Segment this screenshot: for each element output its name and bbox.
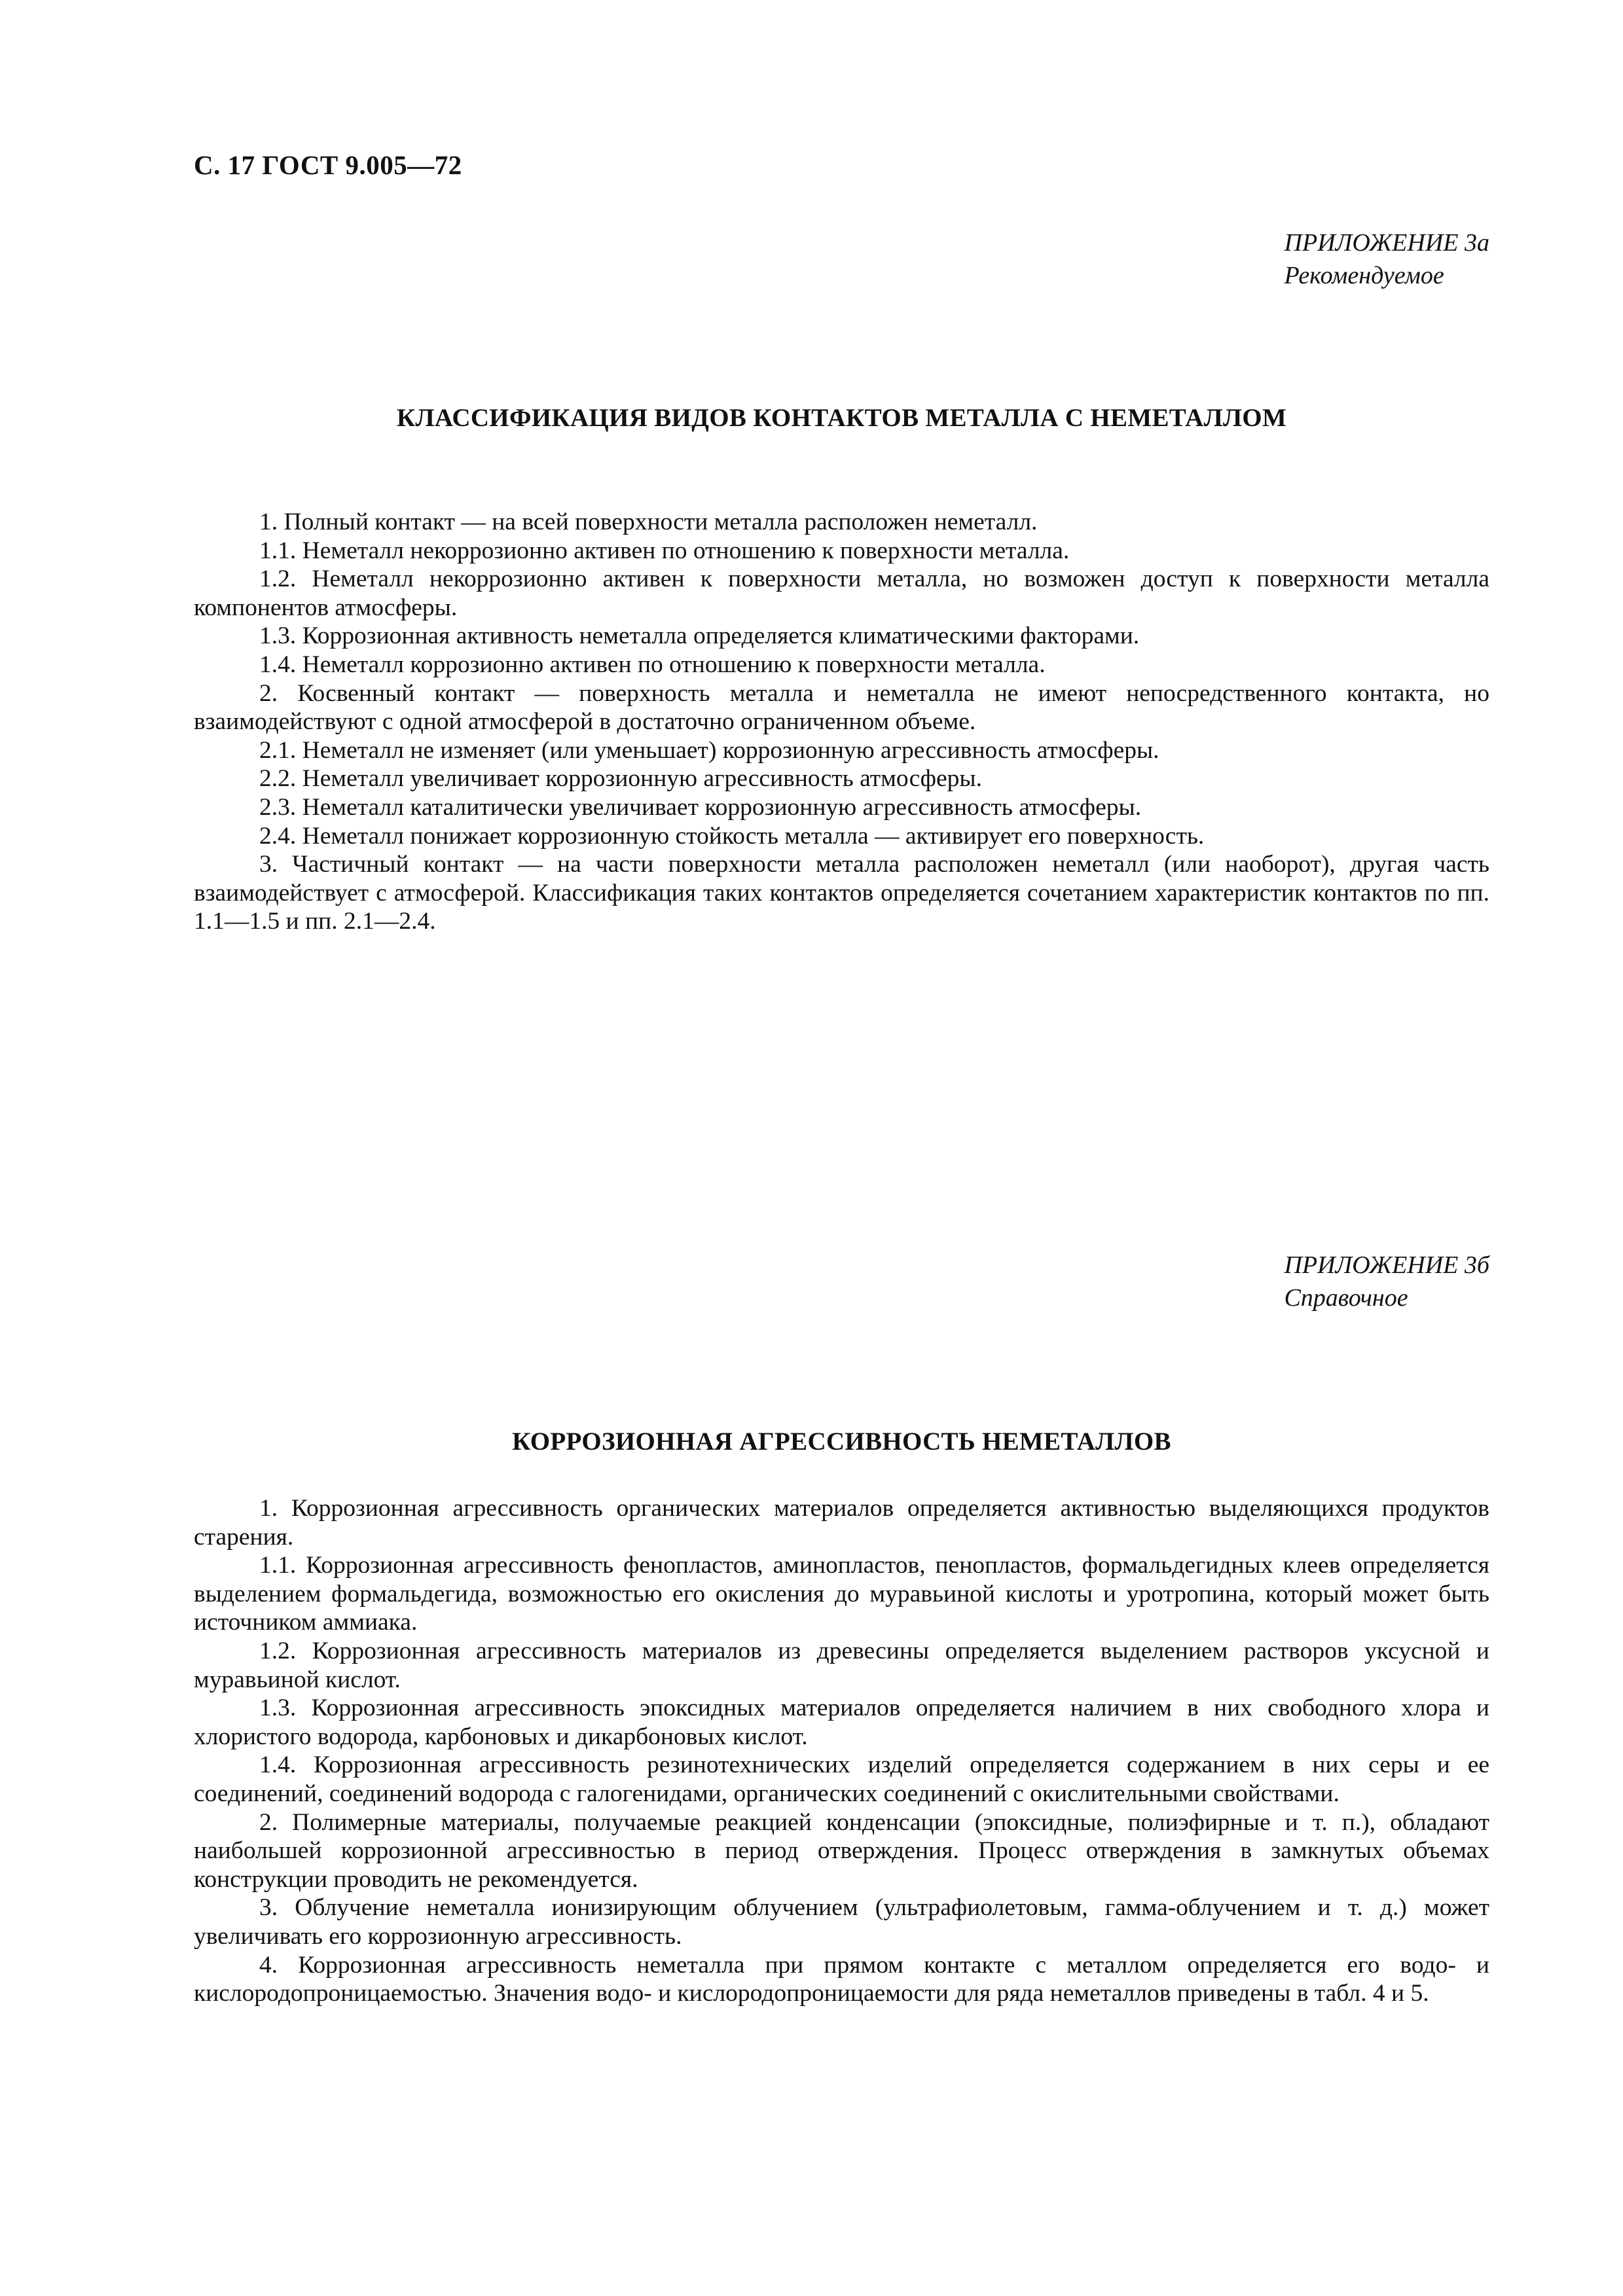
paragraph: 4. Коррозионная агрессивность неметалла при прямом контакте с металлом определяется его водо- и кислородопроницаемостью. Значения водо- и кислородопроницаемости для ряда неметаллов приведены в табл. 4 и 5.: [194, 1951, 1489, 2007]
appendix-3b-status: Справочное: [1284, 1284, 1408, 1312]
appendix-3b-label: [1284, 1249, 1489, 1314]
paragraph: 1. Полный контакт — на всей поверхности металла расположен неметалл.: [259, 509, 1038, 535]
paragraph: 1.3. Коррозионная агрессивность эпоксидных материалов определяется наличием в них свободного хлора и хлористого водорода, карбоновых и дикарбоновых кислот.: [194, 1695, 1489, 1750]
paragraph: 1. Коррозионная агрессивность органических материалов определяется активностью выделяющихся продуктов старения.: [194, 1495, 1489, 1551]
appendix-3a-status: Рекомендуемое: [1284, 262, 1444, 289]
paragraph: 1.2. Неметалл некоррозионно активен к поверхности металла, но возможен доступ к поверхности металла компонентов атмосферы.: [194, 565, 1489, 621]
paragraph: 3. Частичный контакт — на части поверхности металла расположен неметалл (или наоборот), другая часть взаимодействует с атмосферой. Классификация таких контактов определяется сочетанием характеристик контактов по пп. 1.1—1.5 и пп. 2.1—2.4.: [194, 851, 1489, 935]
paragraph: 2. Полимерные материалы, получаемые реакцией конденсации (эпоксидные, полиэфирные и т. п.), обладают наибольшей коррозионной агрессивностью в период отверждения. Процесс отверждения в замкнутых объемах конструкции проводить не рекомендуется.: [194, 1808, 1489, 1893]
paragraph: 1.1. Неметалл некоррозионно активен по отношению к поверхности металла.: [259, 537, 1070, 564]
paragraph: 1.4. Неметалл коррозионно активен по отношению к поверхности металла.: [259, 651, 1046, 678]
page-header: С. 17 ГОСТ 9.005—72: [194, 150, 462, 180]
paragraph: 2. Косвенный контакт — поверхность металла и неметалла не имеют непосредственного контакта, но взаимодействуют с одной атмосферой в достаточно ограниченном объеме.: [194, 679, 1489, 736]
appendix-3a-label: [1285, 226, 1489, 292]
appendix-3a-number: ПРИЛОЖЕНИЕ 3а: [1284, 229, 1489, 257]
section-body-corrosion-aggressiveness: [194, 1494, 1489, 2008]
paragraph: 1.4. Коррозионная агрессивность резинотехнических изделий определяется содержанием в них серы и ее соединений, соединений водорода с галогенидами, органических соединений с окислительными свойствами.: [194, 1751, 1489, 1807]
section-title-corrosion-aggressiveness: КОРРОЗИОННАЯ АГРЕССИВНОСТЬ НЕМЕТАЛЛОВ: [512, 1427, 1171, 1456]
paragraph: 1.2. Коррозионная агрессивность материалов из древесины определяется выделением растворов уксусной и муравьиной кислот.: [194, 1637, 1489, 1693]
paragraph: 2.1. Неметалл не изменяет (или уменьшает) коррозионную агрессивность атмосферы.: [259, 736, 1159, 764]
paragraph: 2.2. Неметалл увеличивает коррозионную агрессивность атмосферы.: [259, 765, 982, 793]
paragraph: 2.3. Неметалл каталитически увеличивает коррозионную агрессивность атмосферы.: [259, 793, 1142, 821]
paragraph: 1.3. Коррозионная активность неметалла определяется климатическими факторами.: [259, 622, 1140, 650]
section-title-contact-classification: КЛАССИФИКАЦИЯ ВИДОВ КОНТАКТОВ МЕТАЛЛА С НЕМЕТАЛЛОМ: [396, 404, 1287, 432]
section-body-contact-classification: [194, 508, 1489, 936]
paragraph: 2.4. Неметалл понижает коррозионную стойкость металла — активирует его поверхность.: [259, 822, 1205, 850]
paragraph: 1.1. Коррозионная агрессивность фенопластов, аминопластов, пенопластов, формальдегидных клеев определяется выделением формальдегида, возможностью его окисления до муравьиной кислоты и уротропина, который может быть источником аммиака.: [194, 1552, 1489, 1636]
appendix-3b-number: ПРИЛОЖЕНИЕ 3б: [1284, 1251, 1489, 1279]
paragraph: 3. Облучение неметалла ионизирующим облучением (ультрафиолетовым, гамма-облучением и т. д.) может увеличивать его коррозионную агрессивность.: [194, 1894, 1489, 1950]
